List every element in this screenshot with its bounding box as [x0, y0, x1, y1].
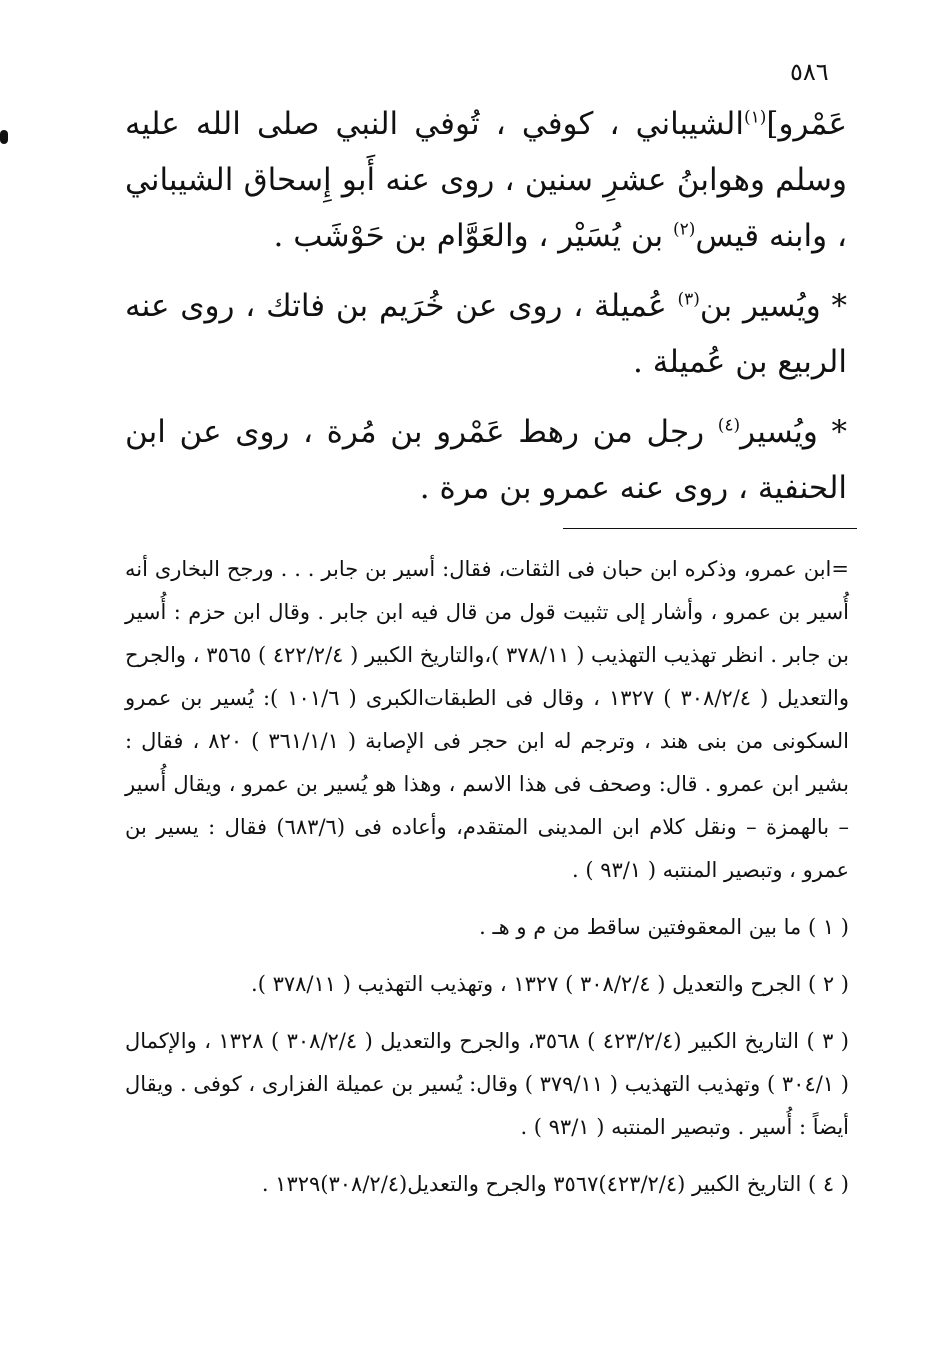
footnote-marker: (١)	[743, 107, 767, 128]
entry-text: بن يُسَيْر ، والعَوَّام بن حَوْشَب .	[273, 218, 673, 254]
footnote-3: ( ٣ ) التاريخ الكبير (٤٢٣/٢/٤ ) ٣٥٦٨، والجرح والتعديل ( ٣٠٨/٢/٤ ) ١٣٢٨ ، والإكمال ( ٣٠٤/١ ) وتهذيب التهذيب ( ٣٧٩/١١ ) وقال: يُسير بن عميلة الفزارى ، كوفى . ويقال أيضاً : أُسير . وتبصير المنتبه ( ٩٣/١ ) .	[125, 1029, 849, 1139]
main-text	[125, 96, 847, 530]
footnote-marker: (٣)	[677, 289, 700, 310]
footnote-continuation: =ابن عمرو، وذكره ابن حبان فى الثقات، فقال: أسير بن جابر . . . ورجح البخارى أنه أُسير بن عمرو ، وأشار إلى تثبيت قول من قال فيه ابن جابر . وقال ابن حزم : أُسير بن جابر . انظر تهذيب التهذيب ( ٣٧٨/١١ )،والتاريخ الكبير ( ٤٢٢/٢/٤ ) ٣٥٦٥ ، والجرح والتعديل ( ٣٠٨/٢/٤ ) ١٣٢٧ ، وقال فى الطبقات‌الكبرى ( ١٠١/٦ ): يُسير بن عمرو السكونى من بنى هند ، وترجم له ابن حجر فى الإصابة ( ٣٦١/١/١ ) ٨٢٠ ، فقال : بشير ابن عمرو . قال: وصحف فى هذا الاسم ، وهذا هو يُسير بن عمرو ، ويقال أُسير – بالهمزة – ونقل كلام ابن المدينى المتقدم، وأعاده فى (٦٨٣/٦) فقال : يسير بن عمرو ، وتبصير المنتبه ( ٩٣/١ ) .	[125, 557, 849, 882]
entry-paragraph	[125, 96, 847, 264]
margin-mark	[0, 130, 8, 144]
footnote-marker: (٢)	[672, 219, 696, 240]
footnote-separator	[563, 528, 857, 529]
page-number: ٥٨٦	[790, 58, 829, 86]
entry-paragraph	[125, 404, 847, 516]
entry-text: عُميلة ، روى عن خُرَيم بن فاتك ، روى عنه الربيع بن عُميلة .	[125, 288, 847, 380]
footnote-4: ( ٤ ) التاريخ الكبير (٤٢٣/٢/٤)٣٥٦٧ والجرح والتعديل(٣٠٨/٢/٤)١٣٢٩ .	[261, 1172, 849, 1196]
footnote-marker: (٤)	[717, 415, 741, 436]
footnote-1: ( ١ ) ما بين المعقوفتين ساقط من م و هـ .	[479, 915, 849, 939]
entry-text: * ويُسير	[740, 414, 847, 450]
entry-text: عَمْرو]	[766, 106, 847, 142]
entry-text: * ويُسير بن	[699, 288, 847, 324]
entry-text: الشيباني ، كوفي ، تُوفي النبي صلى الله عليه وسلم وهوابنُ عشرِ سنين ، روى عنه أَبو إِسحاق الشيباني ، وابنه قيس	[125, 106, 847, 254]
footnotes	[125, 548, 849, 1206]
entry-text: رجل من رهط عَمْرو بن مُرة ، روى عن ابن الحنفية ، روى عنه عمرو بن مرة .	[125, 414, 847, 506]
entry-paragraph	[125, 278, 847, 390]
footnote-2: ( ٢ ) الجرح والتعديل ( ٣٠٨/٢/٤ ) ١٣٢٧ ، وتهذيب التهذيب ( ٣٧٨/١١ ).	[251, 972, 849, 996]
